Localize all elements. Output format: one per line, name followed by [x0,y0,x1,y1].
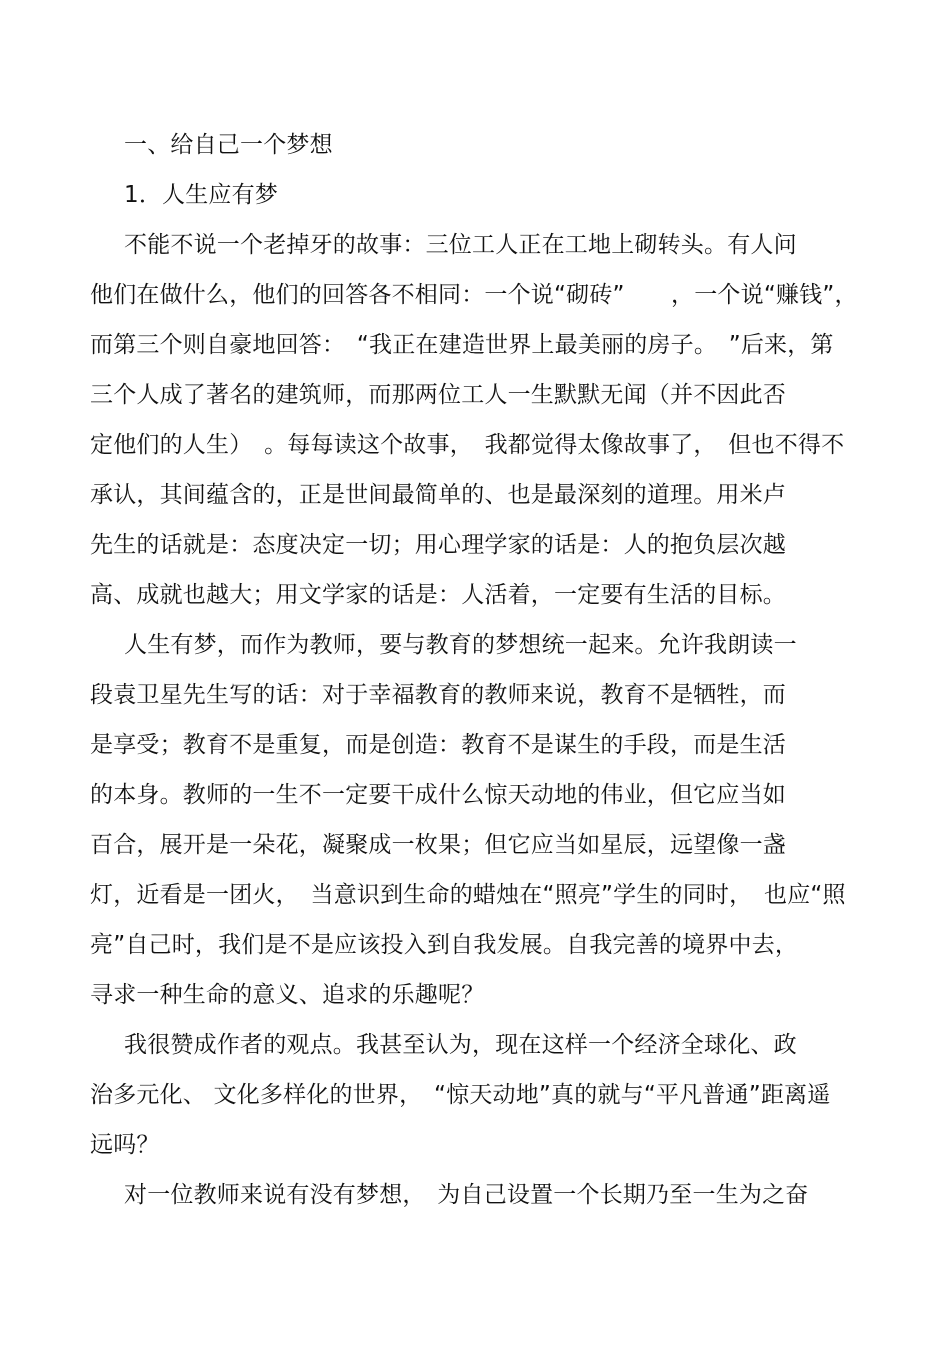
paragraph-line: 是享受；教育不是重复，而是创造：教育不是谋生的手段，而是生活 [90,732,786,758]
paragraph-line: 远吗？ [90,1132,160,1158]
paragraph-line: 寻求一种生命的意义、追求的乐趣呢？ [90,982,485,1008]
paragraph-line: 他们在做什么，他们的回答各不相同：一个说“砌砖” ，一个说“赚钱”， [90,282,858,308]
paragraph-line: 我很赞成作者的观点。我甚至认为，现在这样一个经济全球化、政 [124,1032,797,1058]
subsection-heading: 1．人生应有梦 [124,182,279,208]
paragraph-line: 承认，其间蕴含的，正是世间最简单的、也是最深刻的道理。用米卢 [90,482,786,508]
paragraph-line: 高、成就也越大；用文学家的话是：人活着，一定要有生活的目标。 [90,582,786,608]
paragraph-line: 治多元化、 文化多样化的世界， “惊天动地”真的就与“平凡普通”距离遥 [90,1082,831,1108]
paragraph-line: 亮”自己时，我们是不是应该投入到自我发展。自我完善的境界中去， [90,932,799,958]
paragraph-line: 三个人成了著名的建筑师，而那两位工人一生默默无闻（并不因此否 [90,382,786,408]
section-heading: 一、给自己一个梦想 [124,132,333,158]
paragraph-line: 人生有梦，而作为教师，要与教育的梦想统一起来。允许我朗读一 [124,632,797,658]
paragraph-line: 的本身。教师的一生不一定要干成什么惊天动地的伟业，但它应当如 [90,782,786,808]
paragraph-line: 段袁卫星先生写的话：对于幸福教育的教师来说，教育不是牺牲，而 [90,682,786,708]
paragraph-line: 定他们的人生） 。每每读这个故事， 我都觉得太像故事了， 但也不得不 [90,432,845,458]
paragraph-line: 灯，近看是一团火， 当意识到生命的蜡烛在“照亮”学生的同时， 也应“照 [90,882,846,908]
paragraph-line: 对一位教师来说有没有梦想， 为自己设置一个长期乃至一生为之奋 [124,1182,809,1208]
paragraph-line: 而第三个则自豪地回答： “我正在建造世界上最美丽的房子。 ”后来，第 [90,332,834,358]
paragraph-line: 百合，展开是一朵花，凝聚成一枚果；但它应当如星辰，远望像一盏 [90,832,786,858]
paragraph-line: 先生的话就是：态度决定一切；用心理学家的话是：人的抱负层次越 [90,532,786,558]
paragraph-line: 不能不说一个老掉牙的故事：三位工人正在工地上砌转头。有人问 [124,232,797,258]
